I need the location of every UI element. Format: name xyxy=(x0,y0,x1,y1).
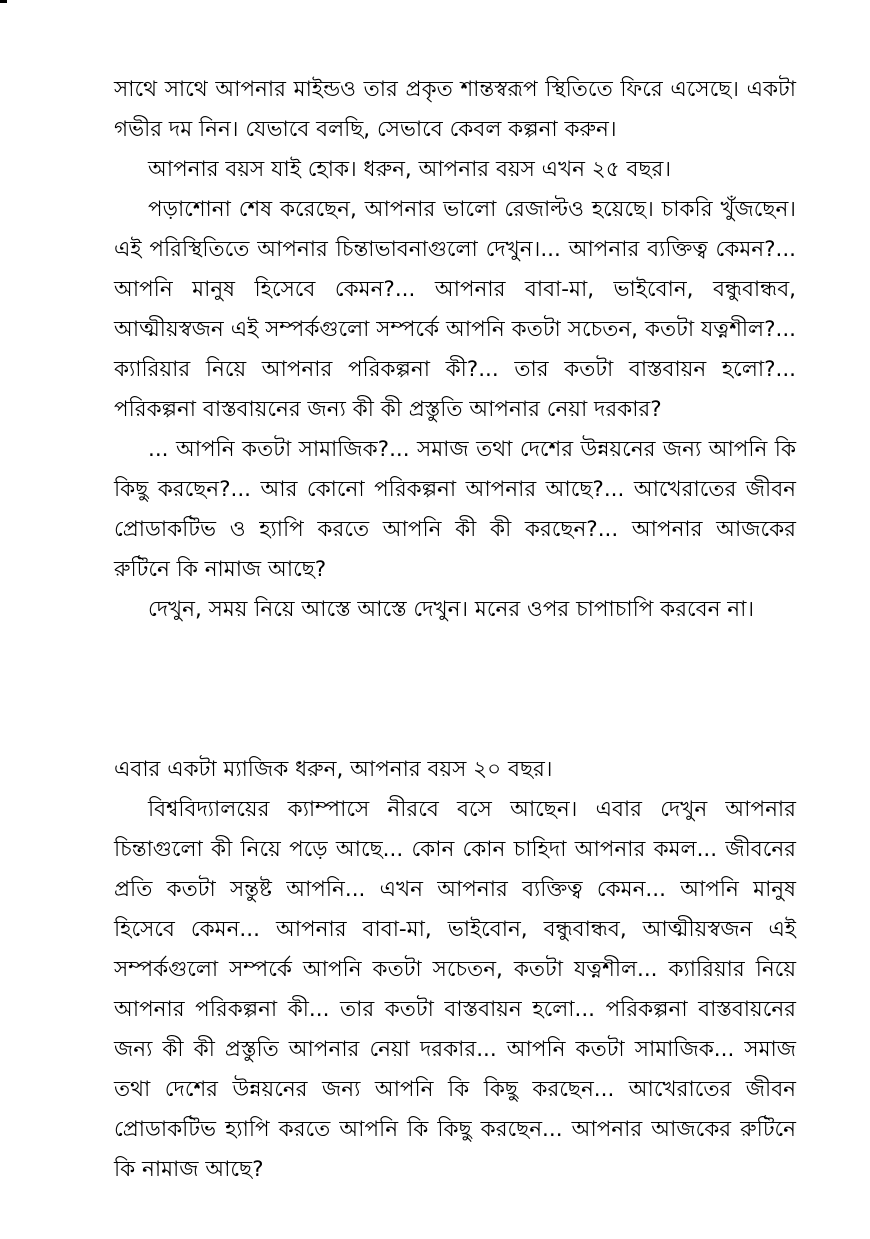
paragraph-1: সাথে সাথে আপনার মাইন্ডও তার প্রকৃত শান্তস্বরূপ স্থিতিতে ফিরে এসেছে। একটা গভীর দম নিন। যেভাবে বলছি, সেভাবে কেবল কল্পনা করুন। xyxy=(114,77,796,142)
paragraph-2: আপনার বয়স যাই হোক। ধরুন, আপনার বয়স এখন ২৫ বছর। xyxy=(148,157,672,182)
paragraph-4: ... আপনি কতটা সামাজিক?... সমাজ তথা দেশের উন্নয়নের জন্য আপনি কি কিছু করছেন?... আর কোনো পরিকল্পনা আপনার আছে?... আখেরাতের জীবন প্রোডাকটিভ ও হ্যাপি করতে আপনি কী কী করছেন?... আপনার আজকের রুটিনে কি নামাজ আছে? xyxy=(114,437,796,582)
paragraph-7: বিশ্ববিদ্যালয়ের ক্যাম্পাসে নীরবে বসে আছেন। এবার দেখুন আপনার চিন্তাগুলো কী নিয়ে পড়ে আছে... কোন কোন চাহিদা আপনার কমল... জীবনের প্রতি কতটা সন্তুষ্ট আপনি... এখন আপনার ব্যক্তিত্ব কেমন... আপনি মানুষ হিসেবে কেমন... আপনার বাবা-মা, ভাইবোন, বন্ধুবান্ধব, আত্মীয়স্বজন এই সম্পর্কগুলো সম্পর্কে আপনি কতটা সচেতন, কতটা যত্নশীল... ক্যারিয়ার নিয়ে আপনার পরিকল্পনা কী... তার কতটা বাস্তবায়ন হলো... পরিকল্পনা বাস্তবায়নের জন্য কী কী প্রস্তুতি আপনার নেয়া দরকার... আপনি কতটা সামাজিক... সমাজ তথা দেশের উন্নয়নের জন্য আপনি কি কিছু করছেন... আখেরাতের জীবন প্রোডাকটিভ হ্যাপি করতে আপনি কি কিছু করছেন... আপনার আজকের রুটিনে কি নামাজ আছে? xyxy=(114,797,796,1182)
paragraph-3: পড়াশোনা শেষ করেছেন, আপনার ভালো রেজাল্টও হয়েছে। চাকরি খুঁজছেন। এই পরিস্থিতিতে আপনার চিন্তাভাবনাগুলো দেখুন।... আপনার ব্যক্তিত্ব কেমন?... আপনি মানুষ হিসেবে কেমন?... আপনার বাবা-মা, ভাইবোন, বন্ধুবান্ধব, আত্মীয়স্বজন এই সম্পর্কগুলো সম্পর্কে আপনি কতটা সচেতন, কতটা যত্নশীল?... ক্যারিয়ার নিয়ে আপনার পরিকল্পনা কী?... তার কতটা বাস্তবায়ন হলো?... পরিকল্পনা বাস্তবায়নের জন্য কী কী প্রস্তুতি আপনার নেয়া দরকার? xyxy=(114,197,796,422)
text-section-2 xyxy=(114,750,796,1190)
paragraph-5: দেখুন, সময় নিয়ে আস্তে আস্তে দেখুন। মনের ওপর চাপাচাপি করবেন না। xyxy=(148,597,755,622)
text-section-1 xyxy=(114,70,796,630)
scan-corner-mark xyxy=(0,0,7,3)
paragraph-6: এবার একটা ম্যাজিক ধরুন, আপনার বয়স ২০ বছর। xyxy=(114,757,553,782)
